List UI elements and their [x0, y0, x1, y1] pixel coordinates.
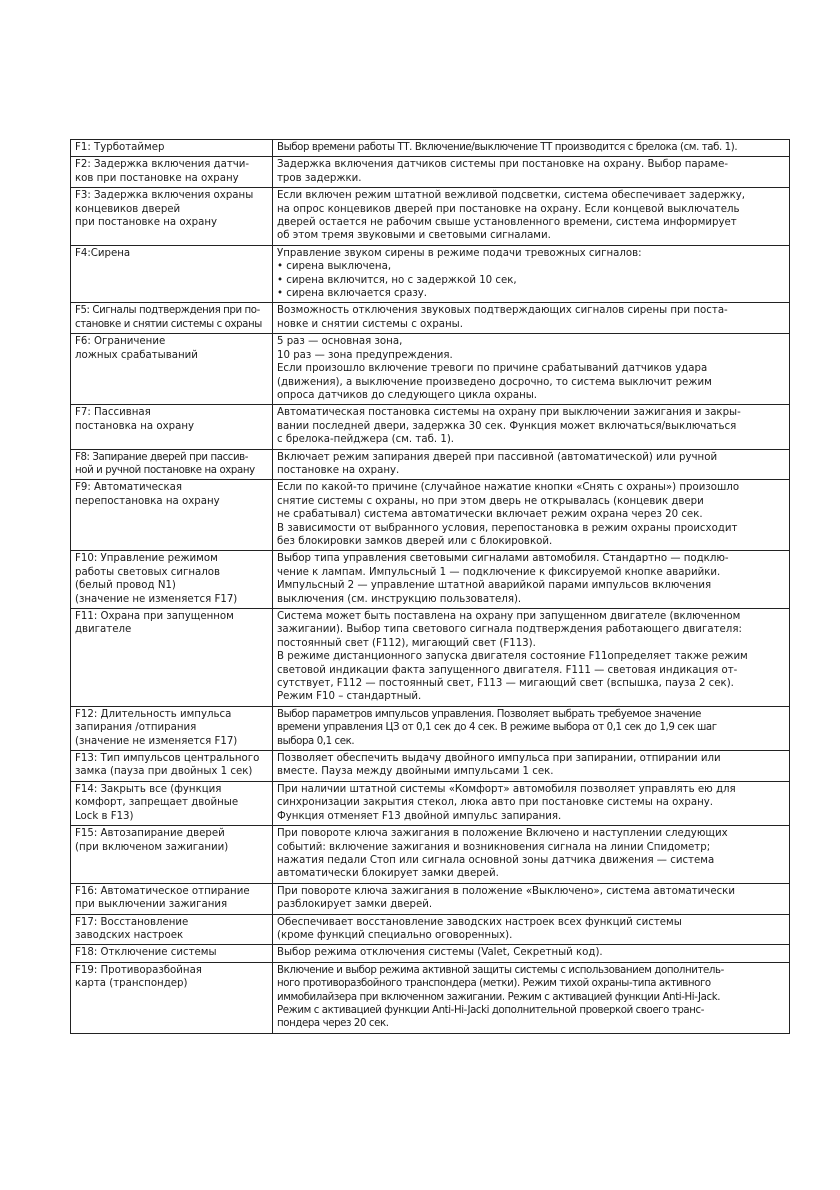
table-row [71, 826, 790, 884]
table-row [71, 140, 790, 157]
table-row [71, 405, 790, 449]
table-row [71, 157, 790, 188]
function-description: Выбор режима отключения системы (Valet, Секретный код). [273, 945, 790, 962]
table-row [71, 609, 790, 707]
table-row [71, 551, 790, 609]
function-name: F9: Автоматическая перепостановка на охрану [71, 480, 273, 551]
table-row [71, 303, 790, 334]
function-name: F12: Длительность импульса запирания /отпирания (значение не изменяется F17) [71, 706, 273, 750]
function-name: F17: Восстановление заводских настроек [71, 914, 273, 945]
function-description: Задержка включения датчиков системы при постановке на охрану. Выбор параме- тров задержки. [273, 157, 790, 188]
table-row [71, 449, 790, 480]
function-name: F13: Тип импульсов центрального замка (пауза при двойных 1 сек) [71, 751, 273, 782]
function-name: F15: Автозапирание дверей (при включеном зажигании) [71, 826, 273, 884]
table-row [71, 883, 790, 914]
table-row [71, 751, 790, 782]
function-description: Выбор типа управления световыми сигналами автомобиля. Стандартно — подклю- чение к лампам. Импульсный 1 — подключение к фиксируемой кнопке аварийки. Импульсный 2 — управление штатной аварийкой парами импульсов включения выключения (см. инструкцию пользователя). [273, 551, 790, 609]
function-description: Система может быть поставлена на охрану при запущенном двигателе (включенном зажигании). Выбор типа светового сигнала подтверждения работающего двигателя: постоянный свет (F112), мигающий свет (F113). В режиме дистанционного запуска двигателя состояние F11определяет также режим световой индикации факта запущенного двигателя. F111 — световая индикация от- сутствует, F112 — постоянный свет, F113 — мигающий свет (вспышка, пауза 2 сек). Режим F10 – стандартный. [273, 609, 790, 707]
function-name: F7: Пассивная постановка на охрану [71, 405, 273, 449]
function-name: F11: Охрана при запущенном двигателе [71, 609, 273, 707]
function-name: F8: Запирание дверей при пассив- ной и ручной постановке на охрану [71, 449, 273, 480]
table-row [71, 781, 790, 825]
function-description: Включает режим запирания дверей при пассивной (автоматической) или ручной постановке на охрану. [273, 449, 790, 480]
table-row [71, 245, 790, 303]
function-description: Включение и выбор режима активной защиты системы с использованием дополнитель- ного противоразбойного транспондера (метки). Режим тихой охраны-типа активного иммобилайзера при включенном зажигании. Режим с активацией функции Anti-Hi-Jack. Режим с активацией функции Anti-Hi-Jacki дополнительной проверкой своего транс- пондера через 20 сек. [273, 962, 790, 1033]
function-description: Управление звуком сирены в режиме подачи тревожных сигналов: • сирена выключена, • сирена включится, но с задержкой 10 сек, • сирена включается сразу. [273, 245, 790, 303]
function-description: Автоматическая постановка системы на охрану при выключении зажигания и закры- вании последней двери, задержка 30 сек. Функция может включаться/выключаться с брелока-пейджера (см. таб. 1). [273, 405, 790, 449]
function-description: Если по какой-то причине (случайное нажатие кнопки «Снять с охраны») произошло снятие системы с охраны, но при этом дверь не открывалась (концевик двери не срабатывал) система автоматически включает режим охрана через 20 сек. В зависимости от выбранного условия, перепостановка в режим охраны происходит без блокировки замков дверей или с блокировкой. [273, 480, 790, 551]
function-description: Выбор времени работы ТТ. Включение/выключение ТТ производится с брелока (см. таб. 1). [273, 140, 790, 157]
table-row [71, 188, 790, 246]
function-description: Выбор параметров импульсов управления. Позволяет выбрать требуемое значение времени управления ЦЗ от 0,1 сек до 4 сек. В режиме выбора от 0,1 сек до 1,9 сек шаг выбора 0,1 сек. [273, 706, 790, 750]
function-name: F3: Задержка включения охраны концевиков дверей при постановке на охрану [71, 188, 273, 246]
function-description: При повороте ключа зажигания в положение «Выключено», система автоматически разблокирует замки дверей. [273, 883, 790, 914]
function-description: При повороте ключа зажигания в положение Включено и наступлении следующих событий: включение зажигания и возникновения сигнала на линии Спидометр; нажатия педали Стоп или сигнала основной зоны датчика движения — система автоматически блокирует замки дверей. [273, 826, 790, 884]
function-name: F10: Управление режимом работы световых сигналов (белый провод N1) (значение не изменяется F17) [71, 551, 273, 609]
function-description: Позволяет обеспечить выдачу двойного импульса при запирании, отпирании или вместе. Пауза между двойными импульсами 1 сек. [273, 751, 790, 782]
function-name: F18: Отключение системы [71, 945, 273, 962]
function-name: F1: Турботаймер [71, 140, 273, 157]
function-description: Обеспечивает восстановление заводских настроек всех функций системы (кроме функций специально оговоренных). [273, 914, 790, 945]
function-name: F2: Задержка включения датчи- ков при постановке на охрану [71, 157, 273, 188]
table-row [71, 480, 790, 551]
table-row [71, 914, 790, 945]
functions-table [70, 139, 790, 1034]
settings-document [70, 139, 783, 1034]
function-description: 5 раз — основная зона, 10 раз — зона предупреждения. Если произошло включение тревоги по причине срабатываний датчиков удара (движения), а выключение произведено досрочно, то система выключит режим опроса датчиков до следующего цикла охраны. [273, 334, 790, 405]
table-row [71, 706, 790, 750]
function-description: При наличии штатной системы «Комфорт» автомобиля позволяет управлять ею для синхронизации закрытия стекол, люка авто при постановке системы на охрану. Функция отменяет F13 двойной импульс запирания. [273, 781, 790, 825]
table-row [71, 334, 790, 405]
function-description: Возможность отключения звуковых подтверждающих сигналов сирены при поста- новке и снятии системы с охраны. [273, 303, 790, 334]
function-name: F19: Противоразбойная карта (транспондер) [71, 962, 273, 1033]
function-name: F6: Ограничение ложных срабатываний [71, 334, 273, 405]
table-row [71, 945, 790, 962]
function-name: F5: Сигналы подтверждения при по- становке и снятии системы с охраны [71, 303, 273, 334]
table-row [71, 962, 790, 1033]
function-name: F4:Сирена [71, 245, 273, 303]
function-description: Если включен режим штатной вежливой подсветки, система обеспечивает задержку, на опрос концевиков дверей при постановке на охрану. Если концевой выключатель дверей остается не рабочим свыше установленного времени, система информирует об этом тремя звуковыми и световыми сигналами. [273, 188, 790, 246]
function-name: F14: Закрыть все (функция комфорт, запрещает двойные Lock в F13) [71, 781, 273, 825]
function-name: F16: Автоматическое отпирание при выключении зажигания [71, 883, 273, 914]
